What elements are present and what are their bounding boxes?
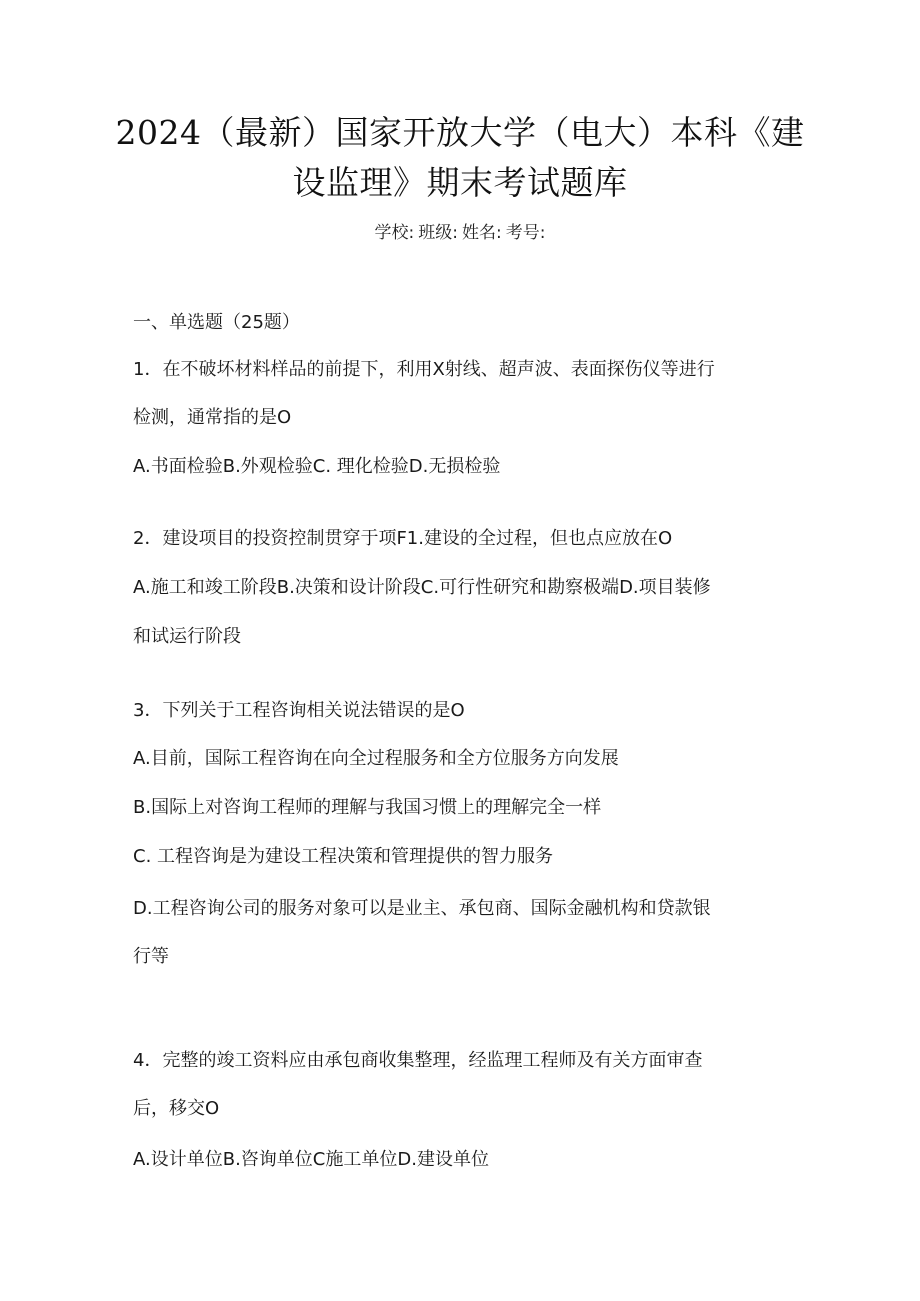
question-4-stem-line-1: 4．完整的竣工资料应由承包商收集整理，经监理工程师及有关方面审查 — [133, 1050, 703, 1071]
question-1-stem-line-2: 检测，通常指的是O — [133, 407, 292, 428]
section-heading: 一、单选题（25题） — [133, 312, 300, 333]
question-3-stem: 3．下列关于工程咨询相关说法错误的是O — [133, 700, 465, 721]
name-label: 姓名: — [462, 223, 502, 243]
question-3-option-d-line-2: 行等 — [133, 946, 169, 967]
question-2-options-line-1: A.施工和竣工阶段B.决策和设计阶段C.可行性研究和勘察极端D.项目装修 — [133, 577, 711, 598]
exam-number-label: 考号: — [505, 223, 546, 243]
class-label: 班级: — [418, 223, 458, 243]
question-4-options: A.设计单位B.咨询单位C施工单位D.建设单位 — [133, 1149, 489, 1170]
document-title — [60, 108, 860, 208]
question-3-option-d-line-1: D.工程咨询公司的服务对象可以是业主、承包商、国际金融机构和贷款银 — [133, 898, 711, 919]
question-3-option-c: C. 工程咨询是为建设工程决策和管理提供的智力服务 — [133, 846, 554, 867]
question-3-option-b: B.国际上对咨询工程师的理解与我国习惯上的理解完全一样 — [133, 797, 602, 818]
question-1-options: A.书面检验B.外观检验C. 理化检验D.无损检验 — [133, 456, 501, 477]
question-2-options-line-2: 和试运行阶段 — [133, 626, 241, 647]
question-2-stem: 2．建设项目的投资控制贯穿于项F1.建设的全过程，但也点应放在O — [133, 528, 673, 549]
title-line-2: 设监理》期末考试题库 — [292, 163, 628, 202]
question-4-stem-line-2: 后，移交O — [133, 1098, 220, 1119]
question-3-option-a: A.目前，国际工程咨询在向全过程服务和全方位服务方向发展 — [133, 748, 619, 769]
school-label: 学校: — [374, 223, 415, 243]
question-1-stem-line-1: 1．在不破坏材料样品的前提下，利用X射线、超声波、表面探伤仪等进行 — [133, 359, 715, 380]
title-line-1: 2024（最新）国家开放大学（电大）本科《建 — [115, 113, 805, 152]
student-info-line — [0, 218, 920, 243]
